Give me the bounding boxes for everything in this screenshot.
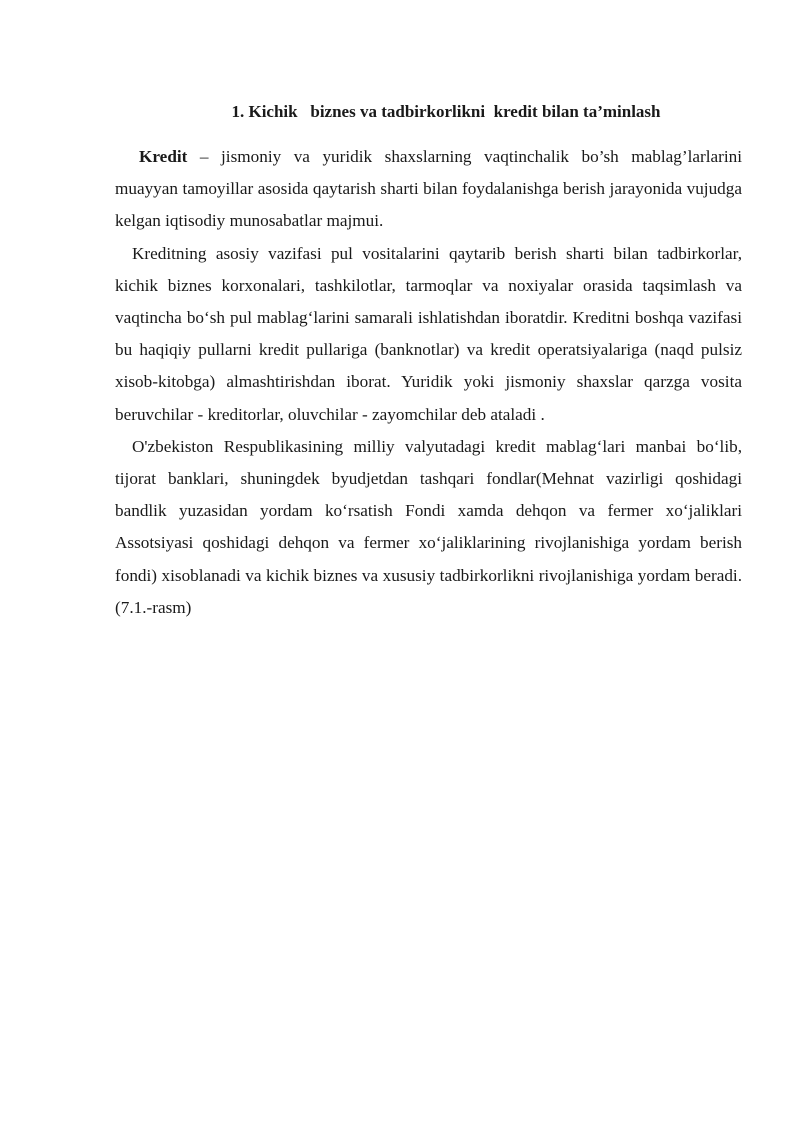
paragraph-credit-functions: Kreditning asosiy vazifasi pul vositalarini qaytarib berish sharti bilan tadbirkorlar, kichik biznes korxonalari, tashkilotlar, tarmoqlar va noxiyalar orasida taqsimlash va vaqtincha bo‘sh pul mablag‘larini samarali ishlatishdan iboratdir. Kreditni boshqa vazifasi bu haqiqiy pullarni kredit pullariga (banknotlar) va kredit operatsiyalariga (naqd pulsiz xisob-kitobga) almashtirishdan iborat. Yuridik yoki jismoniy shaxslar qarzga vosita beruvchilar - kreditorlar, oluvchilar - zayomchilar deb ataladi . — [115, 243, 742, 424]
term-kredit: Kredit — [139, 147, 188, 166]
section-heading-text: 1. Kichik biznes va tadbirkorlikni kredit bilan ta’minlash — [231, 102, 661, 121]
paragraph-credit-sources: O'zbekiston Respublikasining milliy valyutadagi kredit mablag‘lari manbai bo‘lib, tijorat banklari, shuningdek byudjetdan tashqari fondlar(Mehnat vazirligi qoshidagi bandlik yuzasidan yordam ko‘rsatish Fondi xamda dehqon va fermer xo‘jaliklari Assotsiyasi qoshidagi dehqon va fermer xo‘jaliklarining rivojlanishiga yordam berish fondi) xisoblanadi va kichik biznes va xususiy tadbirkorlikni rivojlanishiga yordam beradi. (7.1.-rasm) — [115, 436, 742, 617]
definition-text: – jismoniy va yuridik shaxslarning vaqtinchalik bo’sh mablag’larlarini muayyan tamoyillar asosida qaytarish sharti bilan foydalanishga berish jarayonida vujudga kelgan iqtisodiy munosabatlar majmui. — [115, 147, 742, 231]
paragraph-credit-definition — [115, 141, 742, 238]
section-heading — [0, 76, 800, 148]
body-text — [115, 141, 742, 624]
